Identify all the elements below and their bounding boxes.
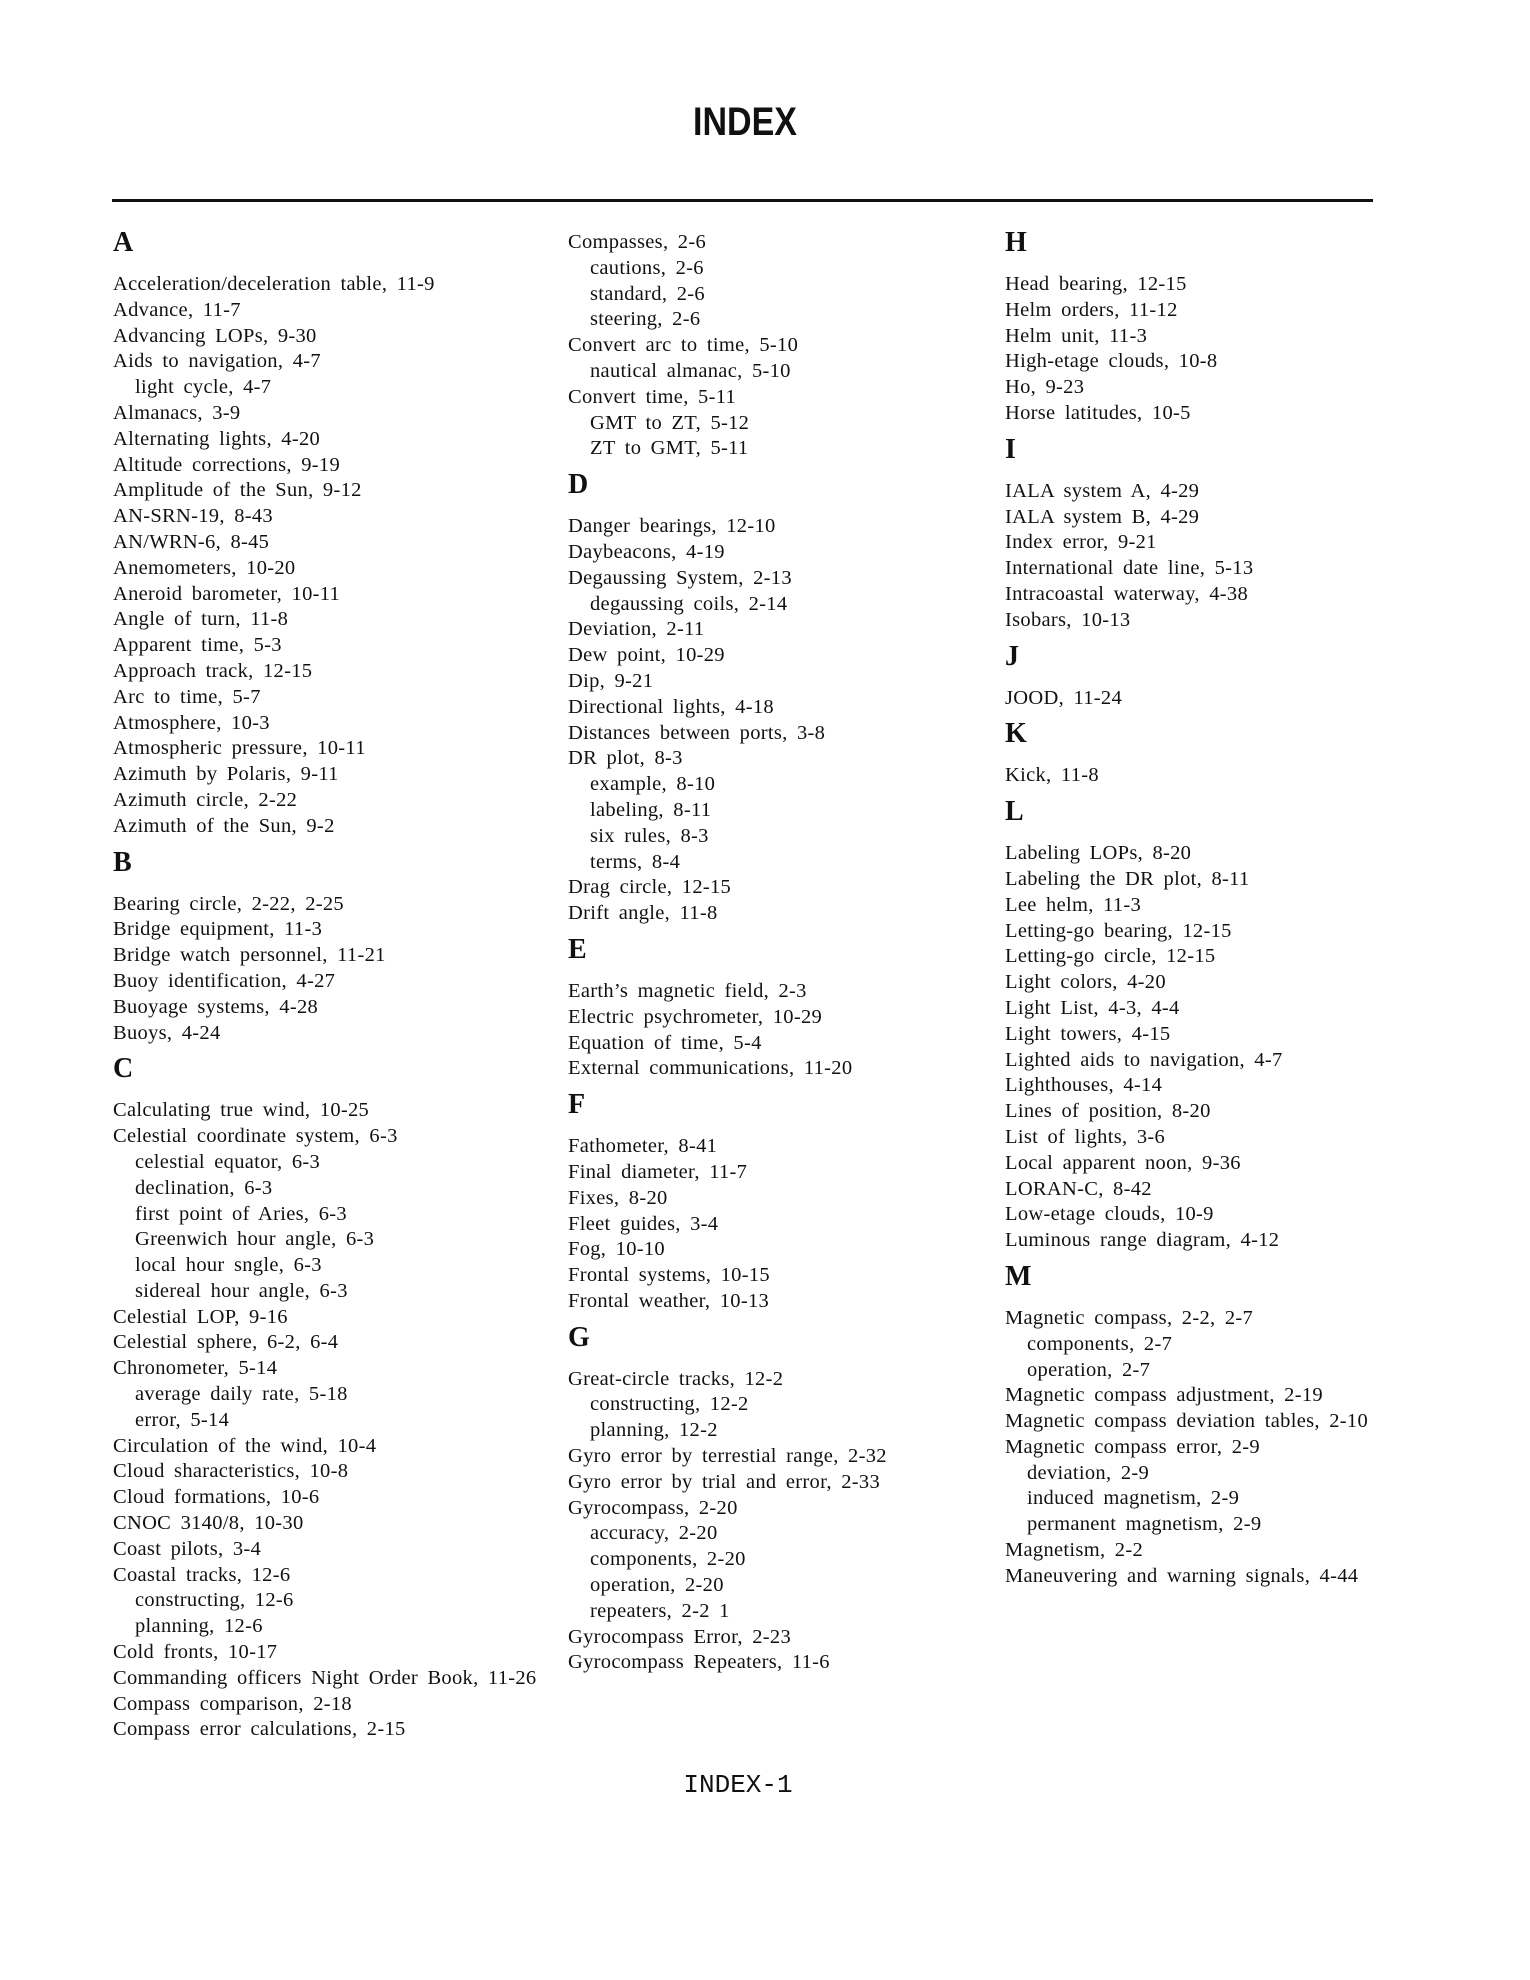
index-subentry: light cycle, 4-7 — [135, 376, 272, 399]
index-entry: Letting-go circle, 12-15 — [1005, 945, 1216, 968]
index-section — [113, 228, 553, 840]
index-entry: Advance, 11-7 — [113, 298, 241, 321]
section-letter: K — [1005, 718, 1027, 750]
section-letter: L — [1005, 796, 1024, 828]
index-entry: Magnetic compass deviation tables, 2-10 — [1005, 1410, 1369, 1433]
index-subentry: first point of Aries, 6-3 — [135, 1202, 347, 1225]
index-entry: List of lights, 3-6 — [1005, 1125, 1166, 1148]
index-entry: Dip, 9-21 — [568, 669, 654, 692]
index-entry: Convert arc to time, 5-10 — [568, 334, 799, 357]
index-entry: IALA system B, 4-29 — [1005, 505, 1200, 528]
index-column-2 — [568, 230, 1008, 1676]
index-entry: Magnetic compass, 2-2, 2-7 — [1005, 1306, 1254, 1329]
index-entry: Alternating lights, 4-20 — [113, 427, 321, 450]
index-entry: International date line, 5-13 — [1005, 557, 1254, 580]
index-entry: Magnetic compass error, 2-9 — [1005, 1435, 1260, 1458]
section-letter: H — [1005, 227, 1027, 258]
index-entry: External communications, 11-20 — [568, 1057, 853, 1080]
index-section — [1005, 642, 1445, 712]
index-subentry: accuracy, 2-20 — [590, 1522, 718, 1545]
index-entry: Labeling LOPs, 8-20 — [1005, 842, 1192, 865]
index-entry: Celestial LOP, 9-16 — [113, 1305, 288, 1328]
index-entry: Cloud formations, 10-6 — [113, 1486, 320, 1509]
index-entry: Electric psychrometer, 10-29 — [568, 1005, 823, 1028]
index-entry: AN/WRN-6, 8-45 — [113, 530, 270, 553]
index-entry: Compass error calculations, 2-15 — [113, 1718, 406, 1741]
index-entry: Calculating true wind, 10-25 — [113, 1099, 370, 1122]
index-entry: Chronometer, 5-14 — [113, 1357, 278, 1380]
index-entry: Gyrocompass, 2-20 — [568, 1496, 738, 1519]
index-subentry: Greenwich hour angle, 6-3 — [135, 1228, 375, 1251]
index-section — [1005, 1262, 1445, 1590]
index-entry: Magnetism, 2-2 — [1005, 1539, 1144, 1562]
index-subentry: constructing, 12-2 — [590, 1393, 749, 1416]
index-entry: LORAN-C, 8-42 — [1005, 1177, 1152, 1200]
index-subentry: ZT to GMT, 5-11 — [590, 437, 749, 460]
index-entry: Advancing LOPs, 9-30 — [113, 324, 317, 347]
index-subentry: constructing, 12-6 — [135, 1589, 294, 1612]
index-entry: Commanding officers Night Order Book, 11-26 — [113, 1666, 537, 1689]
index-entry: Isobars, 10-13 — [1005, 608, 1131, 631]
index-entry: Coast pilots, 3-4 — [113, 1537, 262, 1560]
index-section — [113, 848, 553, 1047]
index-subentry: error, 5-14 — [135, 1408, 230, 1431]
index-entry: Drag circle, 12-15 — [568, 876, 732, 899]
index-section — [568, 470, 1008, 927]
index-subentry: declination, 6-3 — [135, 1176, 273, 1199]
index-subentry: planning, 12-2 — [590, 1419, 718, 1442]
index-entry: DR plot, 8-3 — [568, 747, 683, 770]
section-letter: B — [113, 846, 132, 878]
index-entry: Intracoastal waterway, 4-38 — [1005, 582, 1249, 605]
section-letter: E — [568, 933, 587, 965]
index-subentry: nautical almanac, 5-10 — [590, 359, 791, 382]
index-entry: Acceleration/deceleration table, 11-9 — [113, 273, 435, 295]
page-title: INDEX — [693, 100, 797, 144]
index-entry: Kick, 11-8 — [1005, 764, 1099, 787]
index-entry: Azimuth of the Sun, 9-2 — [113, 814, 335, 837]
index-entry: Fleet guides, 3-4 — [568, 1212, 719, 1235]
section-letter: M — [1005, 1260, 1032, 1292]
index-entry: Danger bearings, 12-10 — [568, 515, 776, 538]
index-subentry: repeaters, 2-2 1 — [590, 1599, 730, 1622]
index-entry: Daybeacons, 4-19 — [568, 540, 725, 563]
index-entry: Maneuvering and warning signals, 4-44 — [1005, 1564, 1359, 1587]
index-entry: Bridge watch personnel, 11-21 — [113, 944, 386, 967]
index-entry: Equation of time, 5-4 — [568, 1031, 762, 1054]
index-subentry: sidereal hour angle, 6-3 — [135, 1279, 348, 1302]
index-entry: CNOC 3140/8, 10-30 — [113, 1512, 304, 1535]
page-number: INDEX-1 — [683, 1770, 793, 1800]
index-section — [568, 935, 1008, 1082]
index-entry: Fixes, 8-20 — [568, 1186, 668, 1209]
section-letter: D — [568, 469, 589, 501]
index-entry: Apparent time, 5-3 — [113, 634, 282, 657]
index-entry: Light colors, 4-20 — [1005, 971, 1166, 994]
index-entry: Light List, 4-3, 4-4 — [1005, 996, 1180, 1019]
index-subentry: permanent magnetism, 2-9 — [1027, 1513, 1262, 1536]
index-entry: Earth’s magnetic field, 2-3 — [568, 979, 807, 1002]
index-subentry: cautions, 2-6 — [590, 256, 704, 279]
index-subentry: operation, 2-7 — [1027, 1358, 1151, 1381]
index-subentry: local hour sngle, 6-3 — [135, 1254, 322, 1277]
index-entry: Helm orders, 11-12 — [1005, 298, 1178, 321]
index-entry: JOOD, 11-24 — [1005, 686, 1123, 709]
index-entry: Directional lights, 4-18 — [568, 695, 774, 718]
index-section — [568, 1090, 1008, 1315]
index-entry: Azimuth by Polaris, 9-11 — [113, 763, 339, 786]
index-entry: Aneroid barometer, 10-11 — [113, 582, 341, 605]
index-subentry: GMT to ZT, 5-12 — [590, 411, 750, 434]
index-entry: Dew point, 10-29 — [568, 644, 725, 667]
index-entry: Circulation of the wind, 10-4 — [113, 1434, 377, 1457]
index-subentry: steering, 2-6 — [590, 308, 701, 331]
index-entry: Convert time, 5-11 — [568, 385, 737, 408]
index-subentry: deviation, 2-9 — [1027, 1461, 1150, 1484]
index-entry: Approach track, 12-15 — [113, 659, 313, 682]
index-entry: Anemometers, 10-20 — [113, 556, 296, 579]
index-entry: Cold fronts, 10-17 — [113, 1641, 278, 1664]
section-letter: I — [1005, 433, 1016, 465]
index-entry: Buoy identification, 4-27 — [113, 969, 336, 992]
index-entry: Buoys, 4-24 — [113, 1021, 221, 1044]
index-section — [568, 230, 1008, 462]
index-entry: Deviation, 2-11 — [568, 618, 705, 641]
index-entry: Fathometer, 8-41 — [568, 1135, 718, 1158]
index-entry: Distances between ports, 3-8 — [568, 721, 826, 744]
title-rule — [112, 199, 1373, 202]
index-entry: Gyro error by trial and error, 2-33 — [568, 1470, 881, 1493]
section-letter: A — [113, 227, 134, 258]
index-entry: Labeling the DR plot, 8-11 — [1005, 867, 1250, 890]
index-entry: Angle of turn, 11-8 — [113, 608, 289, 631]
index-entry: Lighthouses, 4-14 — [1005, 1074, 1163, 1097]
index-entry: Light towers, 4-15 — [1005, 1022, 1171, 1045]
index-entry: Lines of position, 8-20 — [1005, 1100, 1211, 1123]
index-entry: Magnetic compass adjustment, 2-19 — [1005, 1384, 1323, 1407]
index-entry: Horse latitudes, 10-5 — [1005, 401, 1191, 424]
index-subentry: terms, 8-4 — [590, 850, 681, 873]
index-entry: Frontal systems, 10-15 — [568, 1264, 770, 1287]
index-entry: IALA system A, 4-29 — [1005, 479, 1200, 502]
index-entry: Coastal tracks, 12-6 — [113, 1563, 291, 1586]
index-section — [1005, 797, 1445, 1254]
index-entry: Celestial coordinate system, 6-3 — [113, 1125, 398, 1148]
index-section — [568, 1323, 1008, 1677]
index-entry: Index error, 9-21 — [1005, 531, 1157, 554]
index-subentry: degaussing coils, 2-14 — [590, 592, 788, 615]
index-subentry: planning, 12-6 — [135, 1615, 263, 1638]
index-entry: AN-SRN-19, 8-43 — [113, 505, 273, 528]
index-subentry: six rules, 8-3 — [590, 824, 709, 847]
index-entry: Head bearing, 12-15 — [1005, 273, 1187, 295]
index-section — [1005, 435, 1445, 634]
index-subentry: celestial equator, 6-3 — [135, 1150, 321, 1173]
index-subentry: average daily rate, 5-18 — [135, 1383, 348, 1406]
index-entry: Letting-go bearing, 12-15 — [1005, 919, 1232, 942]
index-entry: Cloud sharacteristics, 10-8 — [113, 1460, 349, 1483]
index-entry: Bearing circle, 2-22, 2-25 — [113, 892, 344, 915]
index-subentry: components, 2-20 — [590, 1548, 746, 1571]
index-column-1 — [113, 228, 553, 1743]
section-letter: F — [568, 1089, 586, 1121]
index-subentry: standard, 2-6 — [590, 282, 705, 305]
index-entry: Amplitude of the Sun, 9-12 — [113, 479, 362, 502]
index-entry: Celestial sphere, 6-2, 6-4 — [113, 1331, 339, 1354]
index-entry: Altitude corrections, 9-19 — [113, 453, 341, 476]
index-entry: Gyro error by terrestial range, 2-32 — [568, 1445, 887, 1468]
index-entry: Fog, 10-10 — [568, 1238, 665, 1261]
section-letter: G — [568, 1321, 590, 1353]
index-entry: Local apparent noon, 9-36 — [1005, 1151, 1241, 1174]
index-entry: Drift angle, 11-8 — [568, 902, 718, 925]
index-subentry: components, 2-7 — [1027, 1332, 1173, 1355]
index-entry: Buoyage systems, 4-28 — [113, 995, 319, 1018]
section-letter: C — [113, 1053, 134, 1085]
index-entry: Compass comparison, 2-18 — [113, 1692, 352, 1715]
index-column-3 — [1005, 228, 1445, 1590]
index-entry: Atmosphere, 10-3 — [113, 711, 270, 734]
index-entry: Azimuth circle, 2-22 — [113, 788, 298, 811]
index-entry: Compasses, 2-6 — [568, 231, 707, 253]
index-section — [1005, 228, 1445, 427]
section-letter: J — [1005, 640, 1019, 672]
index-entry: Almanacs, 3-9 — [113, 401, 241, 424]
index-entry: Low-etage clouds, 10-9 — [1005, 1203, 1214, 1226]
index-entry: Final diameter, 11-7 — [568, 1160, 748, 1183]
index-subentry: induced magnetism, 2-9 — [1027, 1487, 1240, 1510]
index-entry: Helm unit, 11-3 — [1005, 324, 1148, 347]
index-entry: Lee helm, 11-3 — [1005, 893, 1142, 916]
index-entry: Gyrocompass Repeaters, 11-6 — [568, 1651, 830, 1674]
index-subentry: operation, 2-20 — [590, 1574, 724, 1597]
index-entry: Atmospheric pressure, 10-11 — [113, 737, 366, 760]
index-entry: Luminous range diagram, 4-12 — [1005, 1229, 1280, 1252]
index-entry: Frontal weather, 10-13 — [568, 1289, 770, 1312]
index-entry: Degaussing System, 2-13 — [568, 566, 792, 589]
index-entry: Gyrocompass Error, 2-23 — [568, 1625, 792, 1648]
index-entry: Great-circle tracks, 12-2 — [568, 1367, 784, 1390]
index-section — [1005, 719, 1445, 789]
index-subentry: example, 8-10 — [590, 773, 716, 796]
index-entry: Aids to navigation, 4-7 — [113, 350, 321, 373]
index-entry: Lighted aids to navigation, 4-7 — [1005, 1048, 1283, 1071]
index-subentry: labeling, 8-11 — [590, 798, 712, 821]
index-entry: Bridge equipment, 11-3 — [113, 918, 323, 941]
index-entry: Arc to time, 5-7 — [113, 685, 261, 708]
index-entry: High-etage clouds, 10-8 — [1005, 350, 1218, 373]
index-section — [113, 1054, 553, 1743]
index-entry: Ho, 9-23 — [1005, 376, 1085, 399]
